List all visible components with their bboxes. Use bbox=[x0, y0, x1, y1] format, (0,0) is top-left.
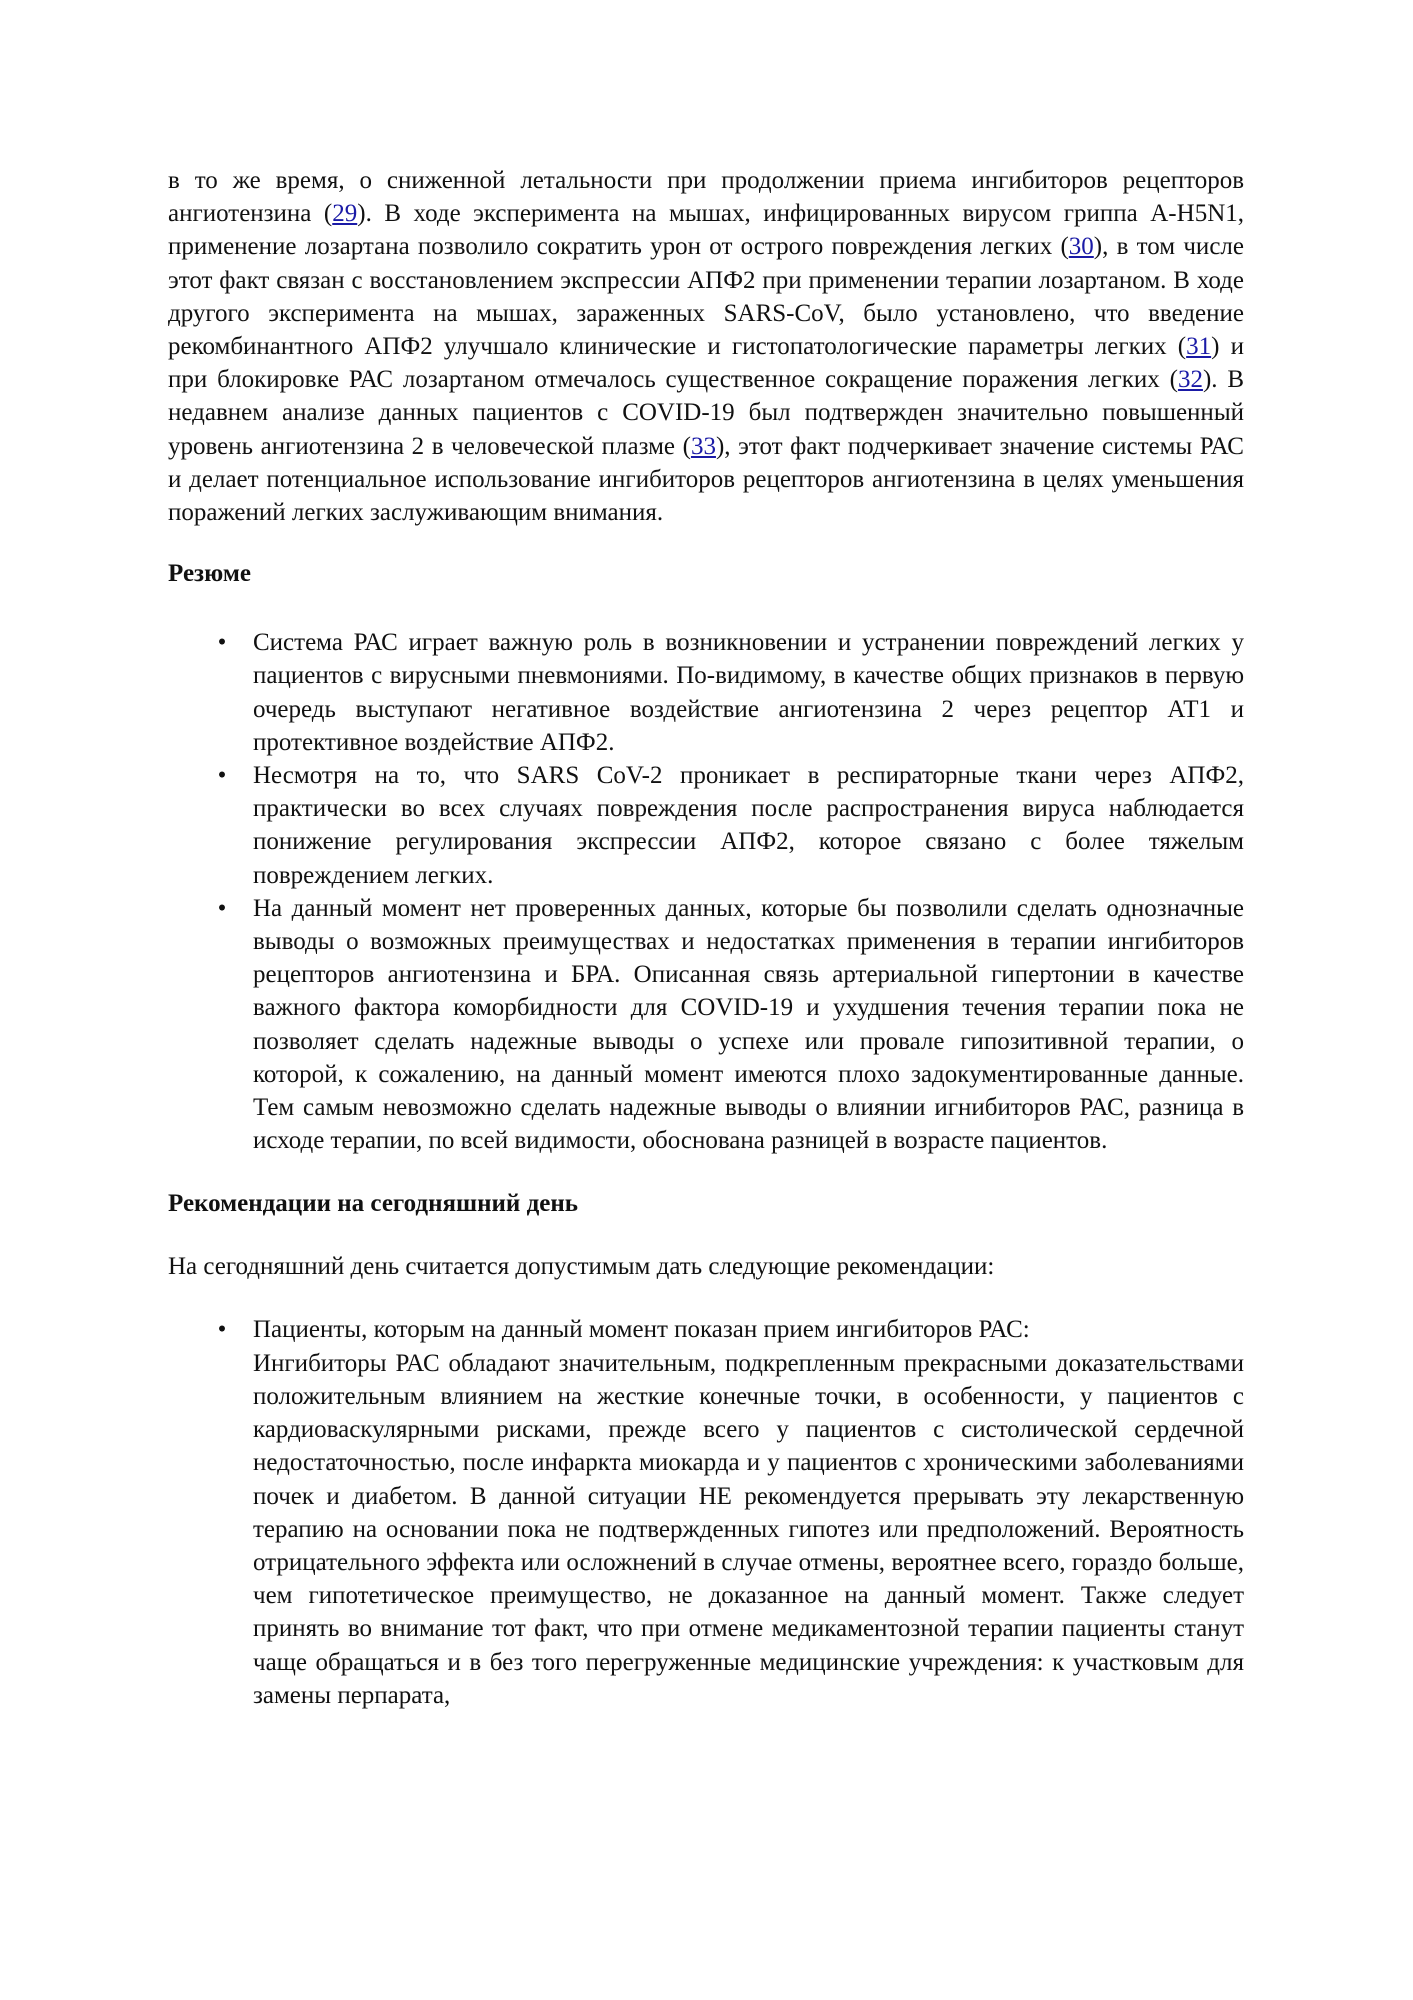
reference-link-31[interactable]: 31 bbox=[1186, 333, 1212, 361]
text-segment: ). В ходе эксперимента на мышах, инфицированных вирусом гриппа A-H5N1, применение лозартана позволило сократить урон от острого повреждения легких ( bbox=[168, 200, 1244, 261]
recommendation-list-item bbox=[168, 1313, 1244, 1711]
recommendation-title: Пациенты, которым на данный момент показан прием ингибиторов РАС: bbox=[253, 1316, 1030, 1344]
bullet-icon: • bbox=[217, 629, 227, 657]
text-segment: ) и при блокировке РАС лозартаном отмечалось существенное сокращение поражения легких ( bbox=[168, 333, 1244, 394]
reference-link-32[interactable]: 32 bbox=[1177, 366, 1203, 394]
reference-link-33[interactable]: 33 bbox=[690, 432, 716, 460]
reference-link-30[interactable]: 30 bbox=[1068, 233, 1094, 261]
summary-item-text: Несмотря на то, что SARS CoV-2 проникает в респираторные ткани через АПФ2, практически во всех случаях повреждения после распространения вируса наблюдается понижение регулирования экспрессии АПФ2, которое связано с более тяжелым повреждением легких. bbox=[253, 762, 1244, 889]
intro-paragraph bbox=[168, 164, 1244, 529]
text-segment: ), этот факт подчеркивает значение системы РАС и делает потенциальное использование ингибиторов рецепторов ангиотензина в целях уменьшения поражений легких заслуживающим внимания. bbox=[168, 432, 1244, 527]
summary-list bbox=[168, 626, 1244, 1157]
recommendations-heading: Рекомендации на сегодняшний день bbox=[168, 1190, 578, 1218]
recommendations-list bbox=[168, 1313, 1244, 1711]
text-segment: в то же время, о сниженной летальности при продолжении приема ингибиторов рецепторов ангиотензина ( bbox=[168, 167, 1244, 228]
summary-list-item bbox=[168, 892, 1244, 1158]
text-segment: ), в том числе этот факт связан с восстановлением экспрессии АПФ2 при применении терапии лозартаном. В ходе другого эксперимента на мышах, зараженных SARS-CoV, было установлено, что введение рекомбинантного АПФ2 улучшало клинические и гистопатологические параметры легких ( bbox=[168, 233, 1244, 361]
recommendations-intro: На сегодняшний день считается допустимым дать следующие рекомендации: bbox=[168, 1253, 995, 1281]
summary-list-item bbox=[168, 759, 1244, 892]
bullet-icon: • bbox=[217, 1316, 227, 1344]
bullet-icon: • bbox=[217, 894, 227, 922]
text-segment: ). В недавнем анализе данных пациентов с COVID-19 был подтвержден значительно повышенный уровень ангиотензина 2 в человеческой плазме ( bbox=[168, 366, 1245, 460]
summary-item-text: На данный момент нет проверенных данных, которые бы позволили сделать однозначные выводы о возможных преимуществах и недостатках применения в терапии ингибиторов рецепторов ангиотензина и БРА. Описанная связь артериальной гипертонии в качестве важного фактора коморбидности для COVID-19 и ухудшения течения терапии пока не позволяет сделать надежные выводы о успехе или провале гипозитивной терапии, о которой, к сожалению, на данный момент имеются плохо задокументированные данные. Тем самым невозможно сделать надежные выводы о влиянии игнибиторов РАС, разница в исходе терапии, по всей видимости, обоснована разницей в возрасте пациентов. bbox=[253, 894, 1244, 1155]
summary-list-item bbox=[168, 626, 1244, 759]
summary-item-text: Система РАС играет важную роль в возникновении и устранении повреждений легких у пациентов с вирусными пневмониями. По-видимому, в качестве общих признаков в первую очередь выступают негативное воздействие ангиотензина 2 через рецептор АТ1 и протективное воздействие АПФ2. bbox=[253, 629, 1244, 756]
document-page bbox=[168, 164, 1244, 1712]
recommendation-body: Ингибиторы РАС обладают значительным, подкрепленным прекрасными доказательствами положительным влиянием на жесткие конечные точки, в особенности, у пациентов с кардиоваскулярными рисками, прежде всего у пациентов с систолической сердечной недостаточностью, после инфаркта миокарда и у пациентов с хроническими заболеваниями почек и диабетом. В данной ситуации НЕ рекомендуется прерывать эту лекарственную терапию на основании пока не подтвержденных гипотез или предположений. Вероятность отрицательного эффекта или осложнений в случае отмены, вероятнее всего, гораздо больше, чем гипотетическое преимущество, не доказанное на данный момент. Также следует принять во внимание тот факт, что при отмене медикаментозной терапии пациенты станут чаще обращаться и в без того перегруженные медицинские учреждения: к участковым для замены перпарата, bbox=[253, 1349, 1244, 1709]
bullet-icon: • bbox=[217, 762, 227, 790]
reference-link-29[interactable]: 29 bbox=[332, 200, 358, 228]
summary-heading: Резюме bbox=[168, 560, 251, 588]
